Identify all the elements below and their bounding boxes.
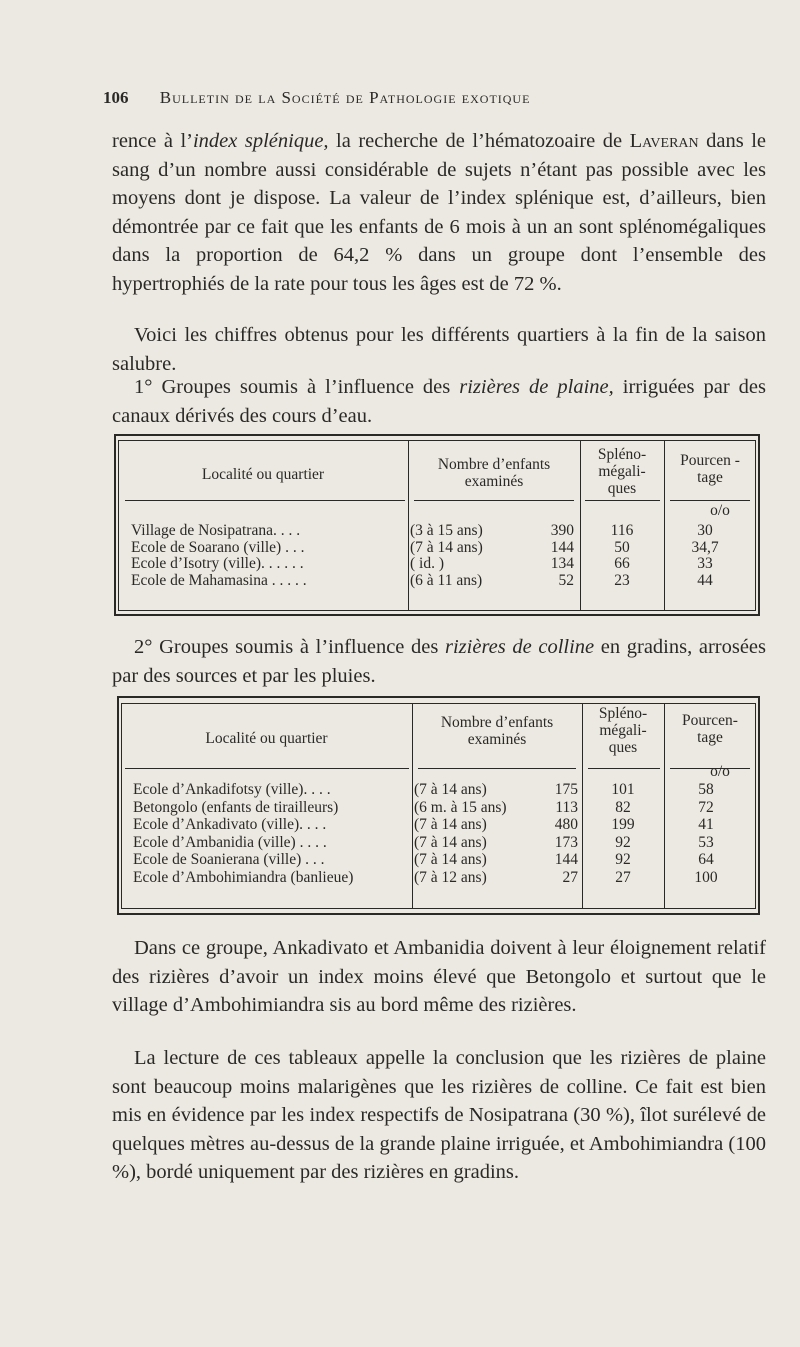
paragraph-4	[112, 633, 766, 690]
t1-header-spleno-2: mégali-	[598, 463, 646, 480]
index-splenique-italic: index splénique,	[192, 130, 329, 152]
splenomegalic-cell: 199	[611, 816, 635, 833]
examined-cell: 113	[555, 798, 578, 816]
paragraph-5-text: Dans ce groupe, Ankadivato et Ambanidia doivent à leur éloignement relatif des rizières d’avoir un index moins élevé que Betongolo et surtout que le village d’Ambohimiandra sis au bord même des rizières.	[112, 937, 766, 1017]
locality-cell: Ecole d’Isotry (ville). . . . . .	[131, 555, 304, 572]
t1-header-spleno-3: ques	[607, 480, 637, 497]
ages-cell: (6 à 11 ans)	[410, 571, 483, 589]
paragraph-3-text-b: irriguées par des canaux dérivés des cours d’eau.	[112, 376, 767, 427]
ages-cell: (7 à 14 ans)	[414, 781, 487, 798]
examined-cell: 134	[550, 555, 574, 572]
t2-header-spleno-1: Spléno-	[598, 705, 648, 722]
paragraph-4-text-b: en gradins, arrosées par des sources et par les pluies.	[112, 636, 767, 687]
paragraph-3	[112, 373, 766, 430]
t2-header-children-1: Nombre d’enfants	[440, 714, 554, 731]
percentage-cell: 53	[698, 833, 714, 851]
paragraph-2	[112, 321, 766, 378]
percentage-cell: 33	[697, 555, 713, 572]
locality-cell: Ecole d’Ambohimiandra (banlieue)	[133, 868, 354, 886]
t2-header-locality: Localité ou quartier	[205, 730, 328, 747]
percentage-cell: 64	[698, 851, 714, 868]
ages-cell: (7 à 14 ans)	[410, 538, 483, 556]
paragraph-6	[112, 1044, 766, 1187]
splenomegalic-cell: 92	[615, 833, 631, 851]
percentage-cell: 34,7	[691, 538, 719, 556]
paragraph-6-text: La lecture de ces tableaux appelle la conclusion que les rizières de plaine sont beaucoup moins malarigènes que les rizières de colline. Ce fait est bien mis en évidence par les index respectifs de Nosipatrana (30 %), îlot surélevé de quelques mètres au-dessus de la grande plaine irriguée, et Ambohimiandra (100 %), bordé uniquement par des rizières en gradins.	[112, 1047, 766, 1184]
examined-cell: 390	[550, 522, 574, 539]
paragraph-1-text-b: la recherche de l’hématozoaire de	[328, 130, 623, 152]
examined-cell: 144	[554, 851, 578, 868]
ages-cell: (7 à 14 ans)	[414, 833, 487, 851]
paragraph-2-text: Voici les chiffres obtenus pour les différents quartiers à la fin de la saison salubre.	[112, 324, 766, 375]
ages-cell: (7 à 12 ans)	[414, 868, 487, 886]
rizieres-de-colline-italic: rizières de colline	[445, 636, 595, 658]
rizieres-de-plaine-italic: rizières de plaine,	[459, 376, 614, 398]
t2-header-pct-2: tage	[697, 729, 723, 746]
paragraph-3-text-a: 1° Groupes soumis à l’influence des	[134, 376, 460, 398]
paragraph-5	[112, 934, 766, 1020]
examined-cell: 173	[554, 833, 578, 851]
t1-header-pct-1: Pourcen -	[680, 452, 740, 469]
locality-cell: Ecole d’Ambanidia (ville) . . . .	[133, 833, 327, 851]
percentage-cell: 100	[694, 868, 718, 886]
t2-header-children-2: examinés	[467, 731, 527, 748]
journal-title: Bulletin de la Société de Pathologie exotique	[159, 88, 531, 107]
t1-header-children-1: Nombre d’enfants	[437, 456, 551, 473]
locality-cell: Betongolo (enfants de tirailleurs)	[133, 798, 339, 816]
percentage-cell: 41	[698, 816, 714, 833]
ages-cell: ( id. )	[410, 555, 445, 572]
t1-header-locality: Localité ou quartier	[201, 466, 325, 483]
locality-cell: Village de Nosipatrana. . . .	[131, 522, 301, 539]
paragraph-1-text-c: dans le sang d’un nombre aussi considérable de sujets n’étant pas possible avec les moyens dont je dispose. La valeur de l’index splénique est, d’ailleurs, bien démontrée par ce fait que les enfants de 6 mois à un an sont splénomégaliques dans la proportion de 64,2 % dans un groupe dont l’ensemble des hypertrophiés de la rate pour tous les âges est de 72 %.	[112, 130, 767, 295]
examined-cell: 480	[554, 816, 578, 833]
t1-header-children-2: examinés	[464, 473, 524, 490]
page-number: 106	[103, 88, 129, 107]
locality-cell: Ecole de Soanierana (ville) . . .	[133, 851, 325, 868]
t2-header-spleno-3: ques	[608, 739, 638, 756]
locality-cell: Ecole d’Ankadivato (ville). . . .	[133, 816, 327, 833]
paragraph-1-text-a: rence à l’	[112, 130, 193, 152]
splenomegalic-cell: 92	[615, 851, 631, 868]
ages-cell: (7 à 14 ans)	[414, 816, 487, 833]
locality-cell: Ecole de Mahamasina . . . . .	[131, 571, 307, 589]
t1-pct-unit: o/o	[710, 502, 730, 519]
percentage-cell: 30	[697, 522, 713, 539]
t2-header-pct-1: Pourcen-	[682, 712, 738, 729]
t1-header-pct-2: tage	[697, 469, 723, 486]
t2-pct-unit: o/o	[710, 763, 730, 780]
locality-cell: Ecole d’Ankadifotsy (ville). . . .	[133, 781, 331, 798]
examined-cell: 175	[554, 781, 578, 798]
locality-cell: Ecole de Soarano (ville) . . .	[131, 538, 305, 556]
examined-cell: 144	[550, 538, 574, 556]
splenomegalic-cell: 50	[614, 538, 630, 556]
examined-cell: 52	[558, 571, 574, 589]
examined-cell: 27	[562, 868, 578, 886]
t1-header-spleno-1: Spléno-	[597, 446, 647, 463]
ages-cell: (6 m. à 15 ans)	[414, 798, 507, 816]
ages-cell: (3 à 15 ans)	[410, 522, 483, 539]
splenomegalic-cell: 66	[614, 555, 630, 572]
splenomegalic-cell: 116	[610, 522, 634, 539]
running-header	[103, 88, 703, 108]
splenomegalic-cell: 27	[615, 868, 631, 886]
laveran-name: Laveran	[629, 130, 699, 152]
paragraph-4-text-a: 2° Groupes soumis à l’influence des	[134, 636, 445, 658]
percentage-cell: 44	[697, 571, 713, 589]
splenomegalic-cell: 101	[611, 781, 635, 798]
splenomegalic-cell: 23	[614, 571, 630, 589]
percentage-cell: 58	[698, 781, 714, 798]
t2-header-spleno-2: mégali-	[599, 722, 647, 739]
ages-cell: (7 à 14 ans)	[414, 851, 487, 868]
splenomegalic-cell: 82	[615, 798, 631, 816]
paragraph-1	[112, 127, 766, 299]
percentage-cell: 72	[698, 798, 714, 816]
